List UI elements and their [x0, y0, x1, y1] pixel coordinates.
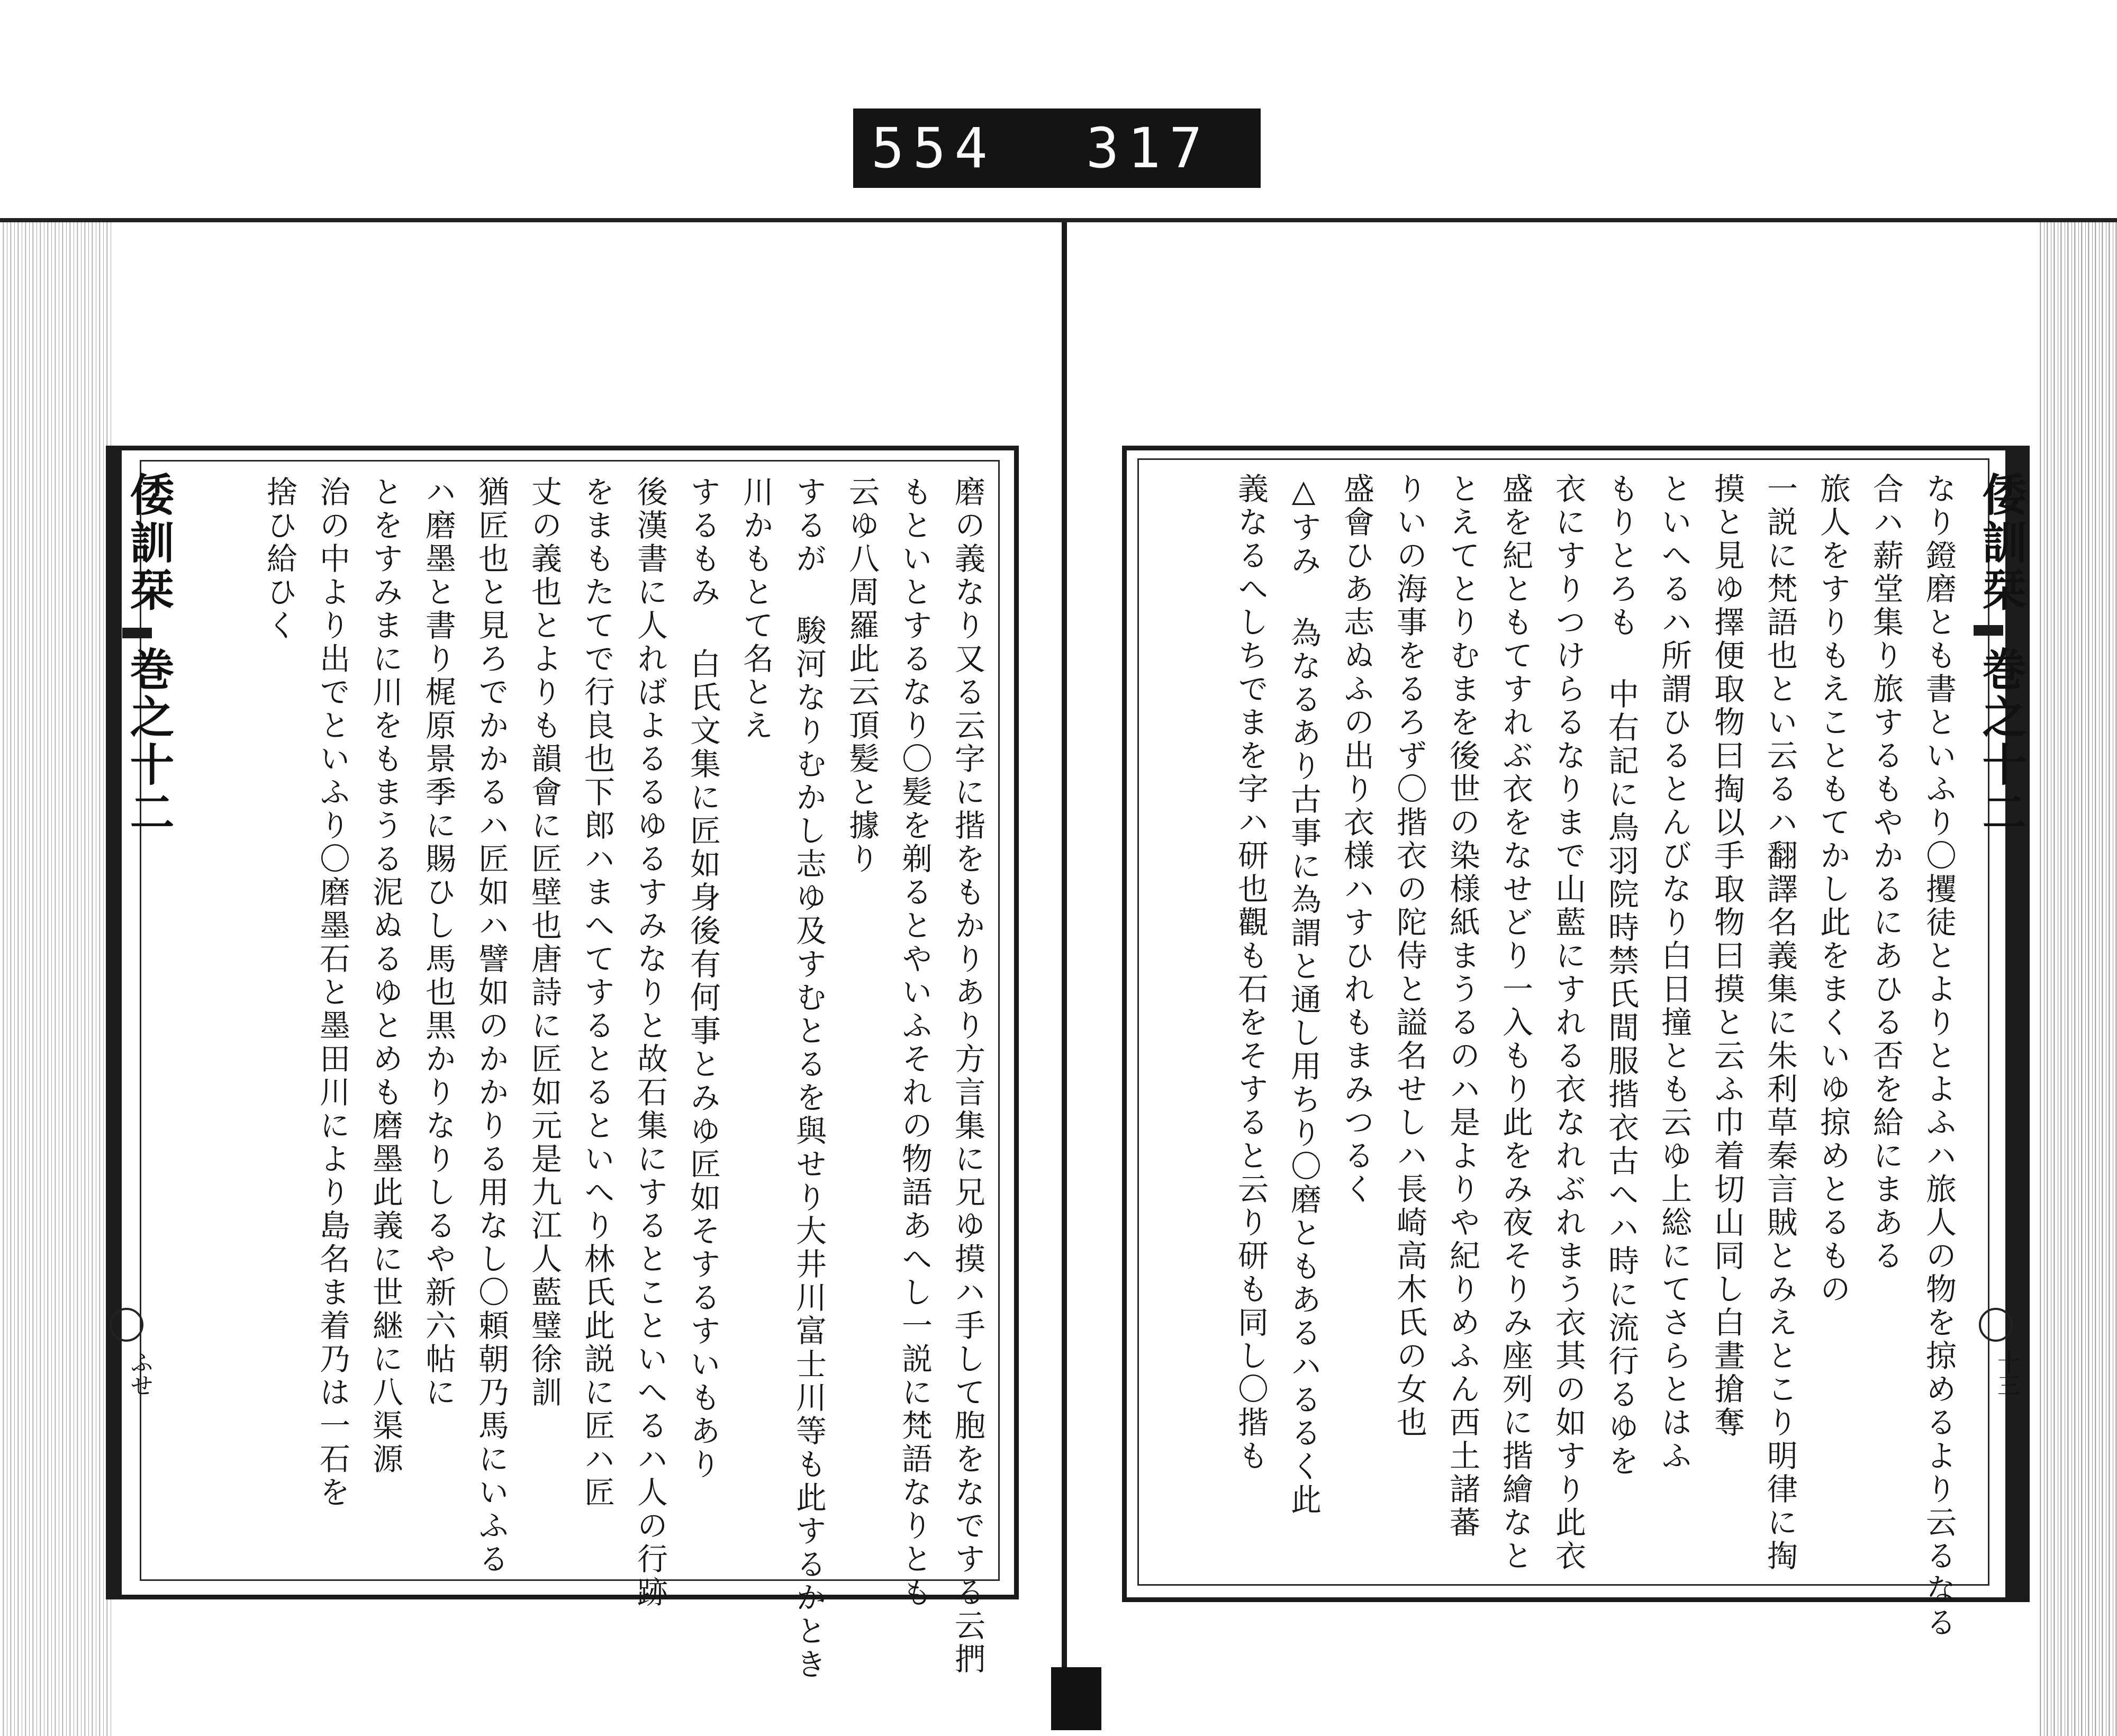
left-column-11: ハ磨墨と書り梶原景季に賜ひし馬也黒かりなりしるや新六帖に [420, 476, 456, 1409]
left-margin-mark: ふせ [126, 1350, 153, 1397]
gutter-binding-block [1051, 1667, 1101, 1730]
left-column-1: 磨の義なり又る云字に揩をもかりあり方言集に兄ゆ摸ハ手して胞をなでする云捫 [949, 476, 985, 1676]
left-header-title: 倭訓栞 [123, 472, 175, 614]
book-top-edge [0, 218, 2117, 222]
right-column-13: △すみ 為なるあり古事に為謂と通し用ちり〇磨ともあるハるるく此 [1286, 473, 1322, 1517]
left-column-5: 川かもとて名とえ [738, 476, 774, 743]
right-column-5: 摸と見ゆ擇便取物曰掏以手取物曰摸と云ふ巾着切山同し白晝搶奪 [1709, 473, 1745, 1440]
right-header-title: 倭訓栞 [1975, 472, 2028, 614]
left-column-7: 後漢書に人ればよるるゆるすみなりと故石集にするとこといへるハ人の行跡 [632, 476, 668, 1610]
left-header-bar [106, 450, 122, 1595]
right-column-11: りいの海事をるろず〇揩衣の陀侍と謚名せしハ長崎高木氏の女也 [1391, 473, 1427, 1440]
right-header-separator [1974, 625, 2003, 636]
left-column-6: するもみ 白氏文集に匠如身後有何事とみゆ匠如そするすいもあり [685, 476, 721, 1481]
left-column-8: をまもたてで行良也下郎ハまへてするとるといへり林氏此説に匠ハ匠 [579, 476, 615, 1509]
right-column-10: とえてとりむまを後世の染様紙まうるのハ是よりや紀りめふん西土諸蕃 [1444, 473, 1480, 1540]
right-column-3: 旅人をすりもえこともてかし此をまくいゆ掠めとるもの [1815, 473, 1851, 1306]
left-column-14: 捨ひ給ひく [261, 476, 297, 643]
left-column-13: 治の中より出でといふり〇磨墨石と墨田川により島名ま着乃は一石を [314, 476, 350, 1509]
right-column-1: なり鐙磨とも書といふり〇攫徒とよりとよふハ旅人の物を掠めるより云るなる [1921, 473, 1957, 1640]
right-page-stack [2038, 222, 2117, 1736]
left-column-4: するが 駿河なりむかし志ゆ及すむとるを與せり大井川富士川等も此するかとき [791, 476, 827, 1681]
right-column-12: 盛會ひあ志ぬふの出り衣様ハすひれもまみつるく [1338, 473, 1374, 1206]
right-column-6: といへるハ所謂ひるとんびなり白日撞とも云ゆ上総にてさらとはふ [1656, 473, 1692, 1473]
right-header-volume: 巻之十二 [1975, 646, 2028, 837]
right-column-7: もりとろも 中右記に鳥羽院時禁氏間服揩衣古へハ時に流行るゆを [1603, 473, 1639, 1478]
left-header-volume: 巻之十二 [123, 646, 175, 837]
catalog-label [853, 108, 1261, 188]
right-column-2: 合ハ薪堂集り旅するもやかるにあひる否を給にまある [1868, 473, 1904, 1273]
left-page-frame [106, 446, 1019, 1681]
left-column-9: 丈の義也とよりも韻會に匠壁也唐詩に匠如元是九江人藍璧徐訓 [526, 476, 562, 1409]
right-page-frame [1122, 446, 2030, 1640]
right-column-9: 盛を紀ともてすれぶ衣をなせどり一入もり此をみ夜そりみ座列に揩繪なと [1497, 473, 1533, 1573]
left-column-2: もといとするなり〇髪を剃るとやいふそれの物語あへし一説に梵語なりとも [897, 476, 933, 1610]
right-column-8: 衣にすりつけらるなりまで山藍にすれる衣なれぶれまう衣其の如すり此衣 [1550, 473, 1586, 1573]
right-page-number: 十三 [1993, 1350, 2020, 1397]
left-circle-mark [110, 1308, 143, 1342]
catalog-number-2: 317 [1085, 116, 1211, 180]
right-header-bar [2005, 450, 2025, 1598]
right-column-4: 一説に梵語也とい云るハ翻譯名義集に朱利草秦言賊とみえとこり明律に掏 [1762, 473, 1798, 1573]
left-page-stack [0, 222, 111, 1736]
right-circle-mark [1979, 1308, 2013, 1342]
left-column-12: とをすみまに川をもまうる泥ぬるゆとめも磨墨此義に世継に八渠源 [367, 476, 403, 1476]
left-header-separator [122, 628, 152, 638]
left-column-3: 云ゆ八周羅此云頂髪と據り [844, 476, 880, 876]
left-column-10: 猶匠也と見ろでかかるハ匠如ハ譬如のかかりる用なし〇頼朝乃馬にいふる [473, 476, 509, 1576]
right-column-14: 義なるへしちでまを字ハ研也觀も石をそすると云り研も同し〇揩も [1233, 473, 1269, 1473]
catalog-number-1: 554 [871, 116, 996, 180]
center-gutter [1062, 222, 1067, 1730]
